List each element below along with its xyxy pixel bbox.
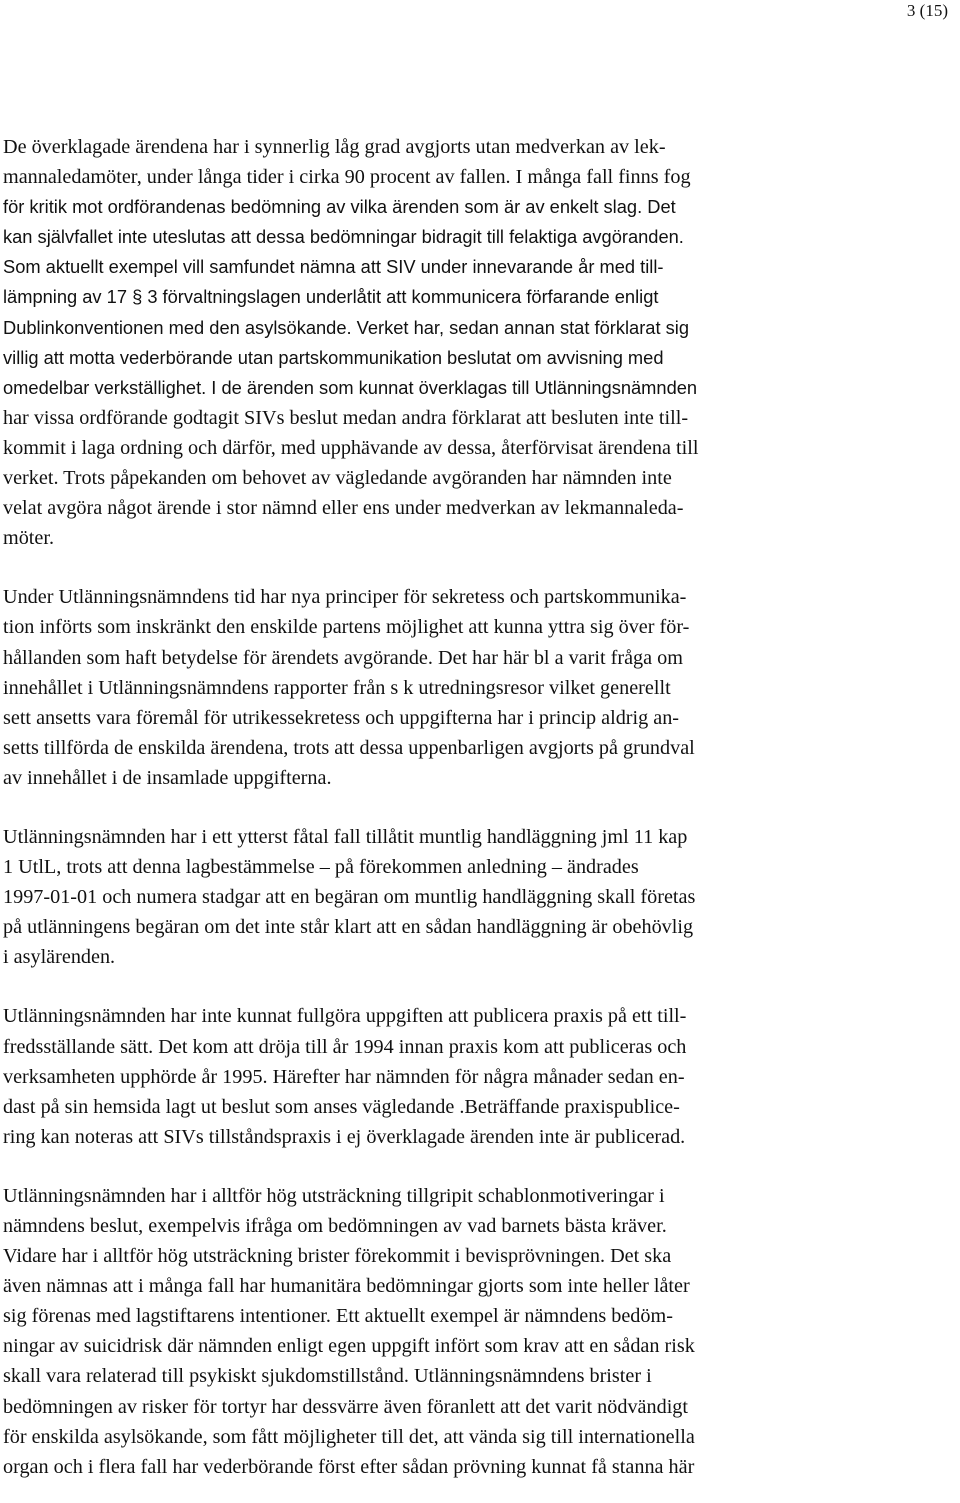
text-line: Dublinkonventionen med den asylsökande. Verket har, sedan annan stat förklarat sig	[3, 316, 689, 338]
text-line: tion införts som inskränkt den enskilde partens möjlighet att kunna yttra sig över för-	[3, 616, 690, 639]
text-line: 1 UtlL, trots att denna lagbestämmelse – på förekommen anledning – ändrades	[3, 856, 639, 879]
text-line: ring kan noteras att SIVs tillståndspraxis i ej överklagade ärenden inte är publicerad.	[3, 1125, 686, 1148]
text-line: Utlänningsnämnden har i alltför hög utsträckning tillgripit schablonmotiveringar i	[3, 1184, 665, 1207]
paragraph-4	[3, 1001, 907, 1151]
text-line: villig att motta vederbörande utan partskommunikation beslutat om avvisning med	[3, 346, 664, 368]
text-line: Vidare har i alltför hög utsträckning brister förekommit i bevisprövningen. Det ska	[3, 1245, 672, 1268]
text-line: i asylärenden.	[3, 946, 116, 969]
page-number: 3 (15)	[906, 1, 948, 20]
text-line: velat avgöra något ärende i stor nämnd eller ens under medverkan av lekmannaleda-	[3, 497, 684, 520]
text-line: har vissa ordförande godtagit SIVs beslut medan andra förklarat att besluten inte till-	[3, 406, 689, 429]
text-line: även nämnas att i många fall har humanitära bedömningar gjorts som inte heller låter	[3, 1275, 690, 1298]
document-body	[3, 132, 907, 1482]
text-line: för enskilda asylsökande, som fått möjligheter till det, att vända sig till internationella	[3, 1425, 695, 1448]
text-line: hållanden som haft betydelse för ärendets avgörande. Det har här bl a varit fråga om	[3, 646, 683, 669]
text-line: skall vara relaterad till psykiskt sjukdomstillstånd. Utlänningsnämndens brister i	[3, 1365, 652, 1388]
text-line: sig förenas med lagstiftarens intentioner. Ett aktuellt exempel är nämndens bedöm-	[3, 1305, 673, 1328]
text-line: av innehållet i de insamlade uppgifterna.	[3, 766, 332, 789]
text-line: omedelbar verkställighet. I de ärenden som kunnat överklagas till Utlänningsnämnden	[3, 376, 698, 398]
text-line: kommit i laga ordning och därför, med upphävande av dessa, återförvisat ärendena till	[3, 436, 699, 459]
text-line: fredsställande sätt. Det kom att dröja till år 1994 innan praxis kom att publiceras och	[3, 1035, 687, 1058]
text-line: Utlänningsnämnden har i ett ytterst fåtal fall tillåtit muntlig handläggning jml 11 kap	[3, 825, 688, 848]
text-line: för kritik mot ordförandenas bedömning av vilka ärenden som är av enkelt slag. Det	[3, 196, 676, 218]
text-line: De överklagade ärendena har i synnerlig låg grad avgjorts utan medverkan av lek-	[3, 136, 666, 158]
text-line: möter.	[3, 527, 55, 550]
text-line: på utlänningens begäran om det inte står klart att en sådan handläggning är obehövlig	[3, 916, 694, 939]
text-line: nämndens beslut, exempelvis ifråga om bedömningen av vad barnets bästa kräver.	[3, 1215, 667, 1237]
text-line: mannaledamöter, under långa tider i cirka 90 procent av fallen. I många fall finns fog	[3, 166, 691, 189]
text-line: dast på sin hemsida lagt ut beslut som anses vägledande .Beträffande praxispublice-	[3, 1095, 680, 1118]
text-line: 1997-01-01 och numera stadgar att en begäran om muntlig handläggning skall företas	[3, 886, 696, 909]
text-line: innehållet i Utlänningsnämndens rapporter från s k utredningsresor vilket generellt	[3, 676, 671, 699]
text-line: Under Utlänningsnämndens tid har nya principer för sekretess och partskommunika-	[3, 586, 687, 609]
text-line: sett ansetts vara föremål för utrikessekretess och uppgifterna har i princip aldrig an-	[3, 706, 680, 729]
paragraph-2	[3, 582, 907, 793]
text-line: verket. Trots påpekanden om behovet av vägledande avgöranden har nämnden inte	[3, 467, 672, 490]
paragraph-3	[3, 822, 907, 972]
text-line: Utlänningsnämnden har inte kunnat fullgöra uppgiften att publicera praxis på ett till-	[3, 1005, 687, 1028]
text-line: bedömningen av risker för tortyr har dessvärre även föranlett att det varit nödvändigt	[3, 1395, 689, 1418]
paragraph-5	[3, 1181, 907, 1482]
text-line: ningar av suicidrisk där nämnden enligt egen uppgift infört som krav att en sådan risk	[3, 1335, 695, 1358]
text-line: setts tillförda de enskilda ärendena, trots att dessa uppenbarligen avgjorts på grundval	[3, 736, 695, 759]
paragraph-1	[3, 132, 907, 553]
text-line: organ och i flera fall har vederbörande först efter sådan prövning kunnat få stanna här	[3, 1455, 695, 1478]
text-line: lämpning av 17 § 3 förvaltningslagen underlåtit att kommunicera förfarande enligt	[3, 286, 659, 308]
text-line: verksamheten upphörde år 1995. Härefter har nämnden för några månader sedan en-	[3, 1065, 685, 1088]
text-line: kan självfallet inte uteslutas att dessa bedömningar bidragit till felaktiga avgöranden.	[3, 226, 684, 248]
text-line: Som aktuellt exempel vill samfundet nämna att SIV under innevarande år med till-	[3, 256, 664, 278]
